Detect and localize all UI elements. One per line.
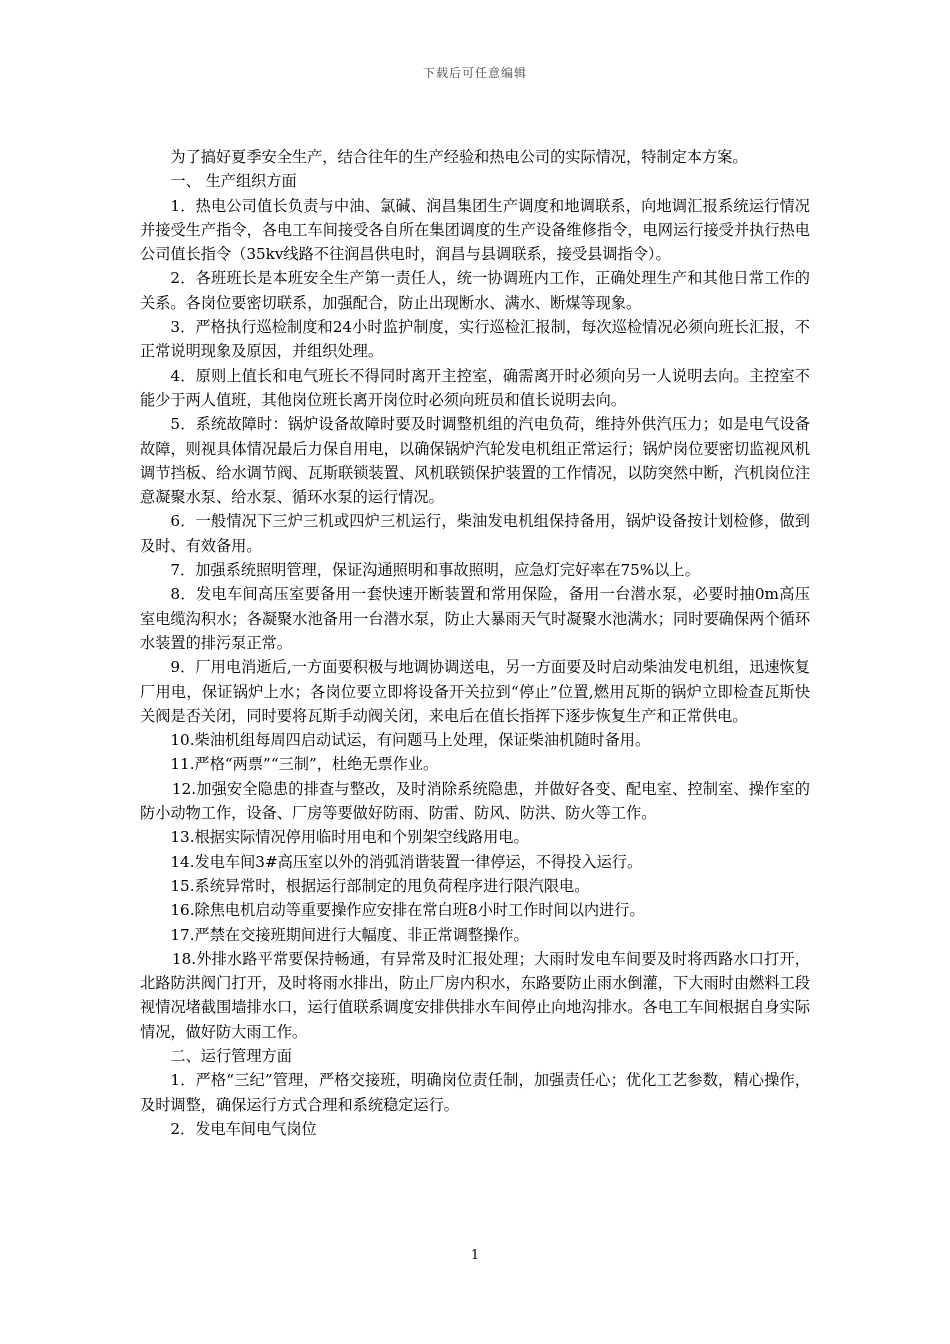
- paragraph: 2．各班班长是本班安全生产第一责任人，统一协调班内工作，正确处理生产和其他日常工作的关系。各岗位要密切联系，加强配合，防止出现断水、满水、断煤等现象。: [140, 269, 810, 312]
- paragraph: 14.发电车间3#高压室以外的消弧消谐装置一律停运，不得投入运行。: [170, 852, 643, 871]
- paragraph: 9．厂用电消逝后,一方面要积极与地调协调送电，另一方面要及时启动柴油发电机组，迅速恢复厂用电，保证锅炉上水；各岗位要立即将设备开关拉到“停止”位置,燃用瓦斯的锅炉立即检查瓦斯快关阀是否关闭，同时要将瓦斯手动阀关闭，来电后在值长指挥下逐步恢复生产和正常供电。: [140, 658, 810, 725]
- paragraph: 4．原则上值长和电气班长不得同时离开主控室，确需离开时必须向另一人说明去向。主控室不能少于两人值班，其他岗位班长离开岗位时必须向班员和值长说明去向。: [140, 366, 810, 409]
- paragraph: 16.除焦电机启动等重要操作应安排在常白班8小时工作时间以内进行。: [170, 901, 645, 920]
- paragraph: 13.根据实际情况停用临时用电和个别架空线路用电。: [170, 828, 529, 847]
- paragraph: 15.系统异常时，根据运行部制定的甩负荷程序进行限汽限电。: [170, 876, 590, 895]
- paragraph: 3．严格执行巡检制度和24小时监护制度，实行巡检汇报制，每次巡检情况必须向班长汇报，不正常说明现象及原因，并组织处理。: [140, 318, 810, 361]
- paragraph: 5．系统故障时：锅炉设备故障时要及时调整机组的汽电负荷，维持外供汽压力；如是电气设备故障，则视具体情况最后力保自用电，以确保锅炉汽轮发电机组正常运行；锅炉岗位要密切监视风机调节挡板、给水调节阀、瓦斯联锁装置、风机联锁保护装置的工作情况，以防突然中断，汽机岗位注意凝聚水泵、给水泵、循环水泵的运行情况。: [140, 415, 810, 507]
- paragraph: 10.柴油机组每周四启动试运，有问题马上处理，保证柴油机随时备用。: [170, 731, 651, 750]
- paragraph: 6．一般情况下三炉三机或四炉三机运行，柴油发电机组保持备用，锅炉设备按计划检修，做到及时、有效备用。: [140, 512, 810, 555]
- section-heading-1: 一、 生产组织方面: [170, 172, 297, 191]
- paragraph: 2．发电车间电气岗位: [170, 1119, 317, 1138]
- paragraph: 1．热电公司值长负责与中油、氯碱、润昌集团生产调度和地调联系，向地调汇报系统运行情况并接受生产指令，各电工车间接受各自所在集团调度的生产设备维修指令，电网运行接受并执行热电公司值长指令（35kv线路不往润昌供电时，润昌与县调联系，接受县调指令）。: [140, 196, 810, 264]
- paragraph: 12.加强安全隐患的排查与整改，及时消除系统隐患，并做好各变、配电室、控制室、操作室的防小动物工作，设备、厂房等要做好防雨、防雷、防风、防洪、防火等工作。: [140, 779, 810, 823]
- paragraph: 7．加强系统照明管理，保证沟通照明和事故照明，应急灯完好率在75%以上。: [170, 561, 700, 580]
- section-heading-2: 二、运行管理方面: [170, 1046, 292, 1065]
- page-number: 1: [470, 1248, 480, 1263]
- paragraph: 1．严格“三纪”管理，严格交接班，明确岗位责任制，加强责任心；优化工艺参数，精心操作，及时调整，确保运行方式合理和系统稳定运行。: [140, 1071, 810, 1114]
- paragraph: 8．发电车间高压室要备用一套快速开断装置和常用保险，备用一台潜水泵，必要时抽0m高压室电缆沟积水；各凝聚水池备用一台潜水泵，防止大暴雨天气时凝聚水池满水；同时要确保两个循环水装置的排污泵正常。: [140, 585, 810, 652]
- paragraph: 11.严格“两票”“三制”，杜绝无票作业。: [170, 755, 439, 774]
- intro-paragraph: 为了搞好夏季安全生产，结合往年的生产经验和热电公司的实际情况，特制定本方案。: [170, 148, 748, 166]
- document-body: [140, 145, 810, 1141]
- paragraph: 17.严禁在交接班期间进行大幅度、非正常调整操作。: [170, 925, 529, 944]
- page-header: 下载后可任意编辑: [422, 66, 527, 80]
- paragraph: 18.外排水路平常要保持畅通，有异常及时汇报处理；大雨时发电车间要及时将西路水口打开，北路防洪阀门打开，及时将雨水排出，防止厂房内积水，东路要防止雨水倒灌，下大雨时由燃料工段视情况堵截围墙排水口，运行值联系调度安排供排水车间停止向地沟排水。各电工车间根据自身实际情况，做好防大雨工作。: [140, 949, 810, 1041]
